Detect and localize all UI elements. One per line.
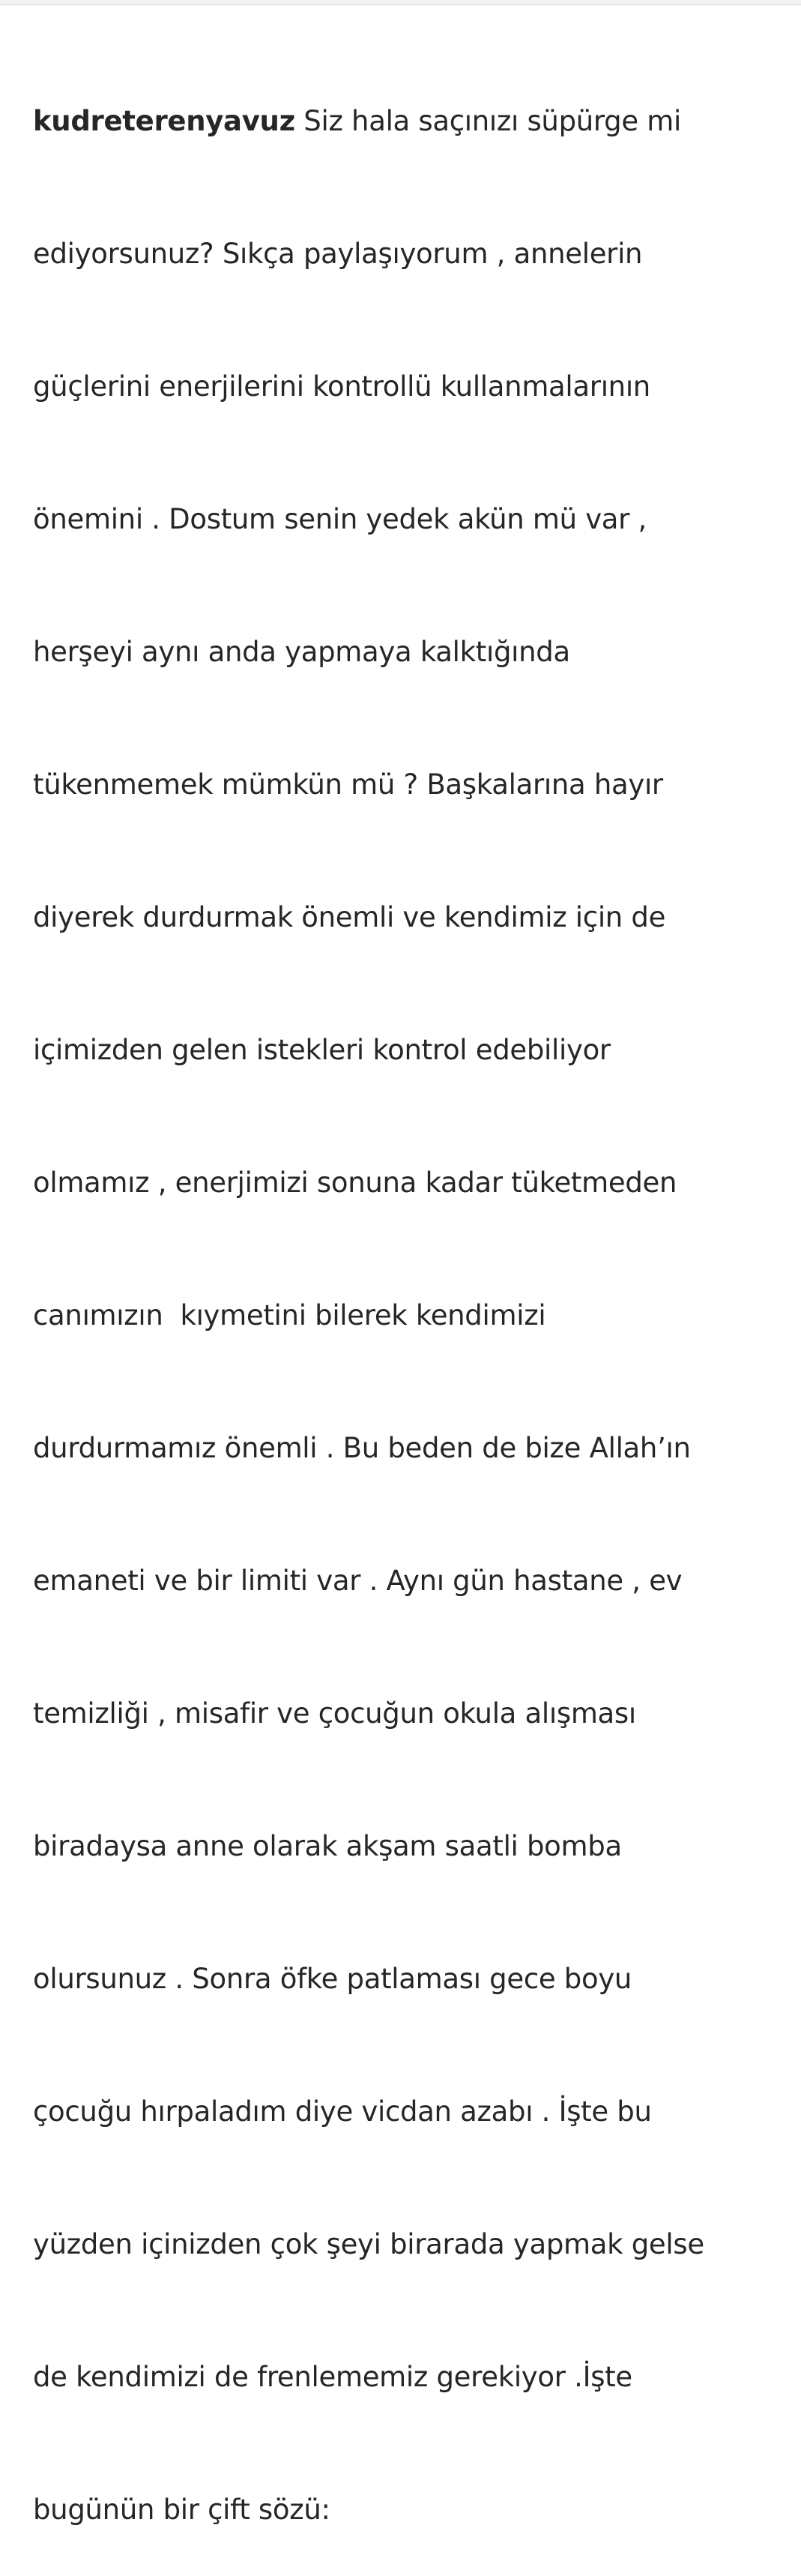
top-divider xyxy=(0,0,801,5)
caption-line: bugünün bir çift sözü: xyxy=(33,2494,330,2526)
caption-line: temizliği , misafir ve çocuğun okula alışması xyxy=(33,1697,636,1730)
caption-line: güçlerini enerjilerini kontrollü kullanmalarının xyxy=(33,370,650,403)
caption-line: çocuğu hırpaladım diye vicdan azabı . İşte bu xyxy=(33,2095,652,2128)
caption-line: olursunuz . Sonra öfke patlaması gece boyu xyxy=(33,1963,632,1995)
caption-line: biradaysa anne olarak akşam saatli bomba xyxy=(33,1830,622,1862)
caption-line: ediyorsunuz? Sıkça paylaşıyorum , annelerin xyxy=(33,238,643,270)
caption-line: önemini . Dostum senin yedek akün mü var , xyxy=(33,503,647,535)
caption-line: içimizden gelen istekleri kontrol edebiliyor xyxy=(33,1034,611,1066)
caption-line: yüzden içinizden çok şeyi birarada yapmak gelse xyxy=(33,2228,704,2260)
caption-line: durdurmamız önemli . Bu beden de bize Allah’ın xyxy=(33,1432,691,1464)
caption-line: diyerek durdurmak önemli ve kendimiz için de xyxy=(33,901,666,933)
username-link[interactable]: kudreterenyavuz xyxy=(33,105,295,137)
caption-line: de kendimizi de frenlememiz gerekiyor .İşte xyxy=(33,2361,632,2393)
caption-line: tükenmemek mümkün mü ? Başkalarına hayır xyxy=(33,768,663,801)
caption-line: emaneti ve bir limiti var . Aynı gün hastane , ev xyxy=(33,1565,683,1597)
post-caption xyxy=(33,10,782,2576)
caption-line: herşeyi aynı anda yapmaya kalktığında xyxy=(33,636,570,668)
caption-line: canımızın kıymetini bilerek kendimizi xyxy=(33,1299,546,1331)
caption-line: olmamız , enerjimizi sonuna kadar tüketmeden xyxy=(33,1167,677,1199)
caption-line xyxy=(33,99,782,143)
caption-text: Siz hala saçınızı süpürge mi xyxy=(303,105,682,137)
